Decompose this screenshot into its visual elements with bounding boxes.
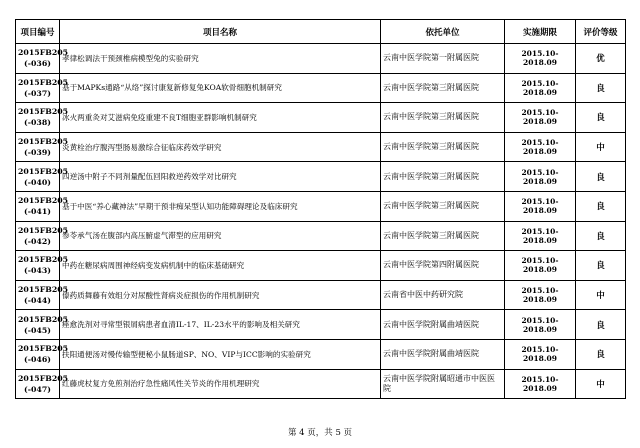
grade-cell: 良 <box>576 310 626 340</box>
table-row <box>16 221 626 251</box>
project-code-suffix: (-041) <box>24 207 51 217</box>
project-code-cell <box>16 103 69 133</box>
project-code-suffix: (-045) <box>24 325 51 335</box>
grade-cell: 良 <box>576 191 626 221</box>
project-code-cell <box>16 132 69 162</box>
table-row <box>16 44 626 74</box>
project-code-cell <box>16 73 69 103</box>
table-row <box>16 310 626 340</box>
table-body <box>16 44 626 399</box>
project-code-suffix: (-042) <box>24 236 51 246</box>
grade-cell: 中 <box>576 280 626 310</box>
period-cell: 2015.10-2018.09 <box>505 221 576 251</box>
period-cell: 2015.10-2018.09 <box>505 280 576 310</box>
header-code: 项目编号 <box>16 20 60 44</box>
project-code-cell <box>16 369 69 399</box>
period-cell: 2015.10-2018.09 <box>505 251 576 281</box>
host-unit-cell: 云南中医学院第三附属医院 <box>381 162 505 192</box>
project-name-cell: 傣药质舞藤有效组分对尿酸性肾病炎症损伤的作用机制研究 <box>60 280 381 310</box>
table-row <box>16 280 626 310</box>
grade-cell: 中 <box>576 132 626 162</box>
table-row <box>16 132 626 162</box>
period-cell: 2015.10-2018.09 <box>505 369 576 399</box>
project-code-number: 2015FB205 <box>18 225 69 235</box>
period-cell: 2015.10-2018.09 <box>505 191 576 221</box>
project-code-suffix: (-044) <box>24 296 51 306</box>
project-code-cell <box>16 280 69 310</box>
header-name: 项目名称 <box>60 20 381 44</box>
page-footer: 第 4 页，共 5 页 <box>287 428 353 438</box>
host-unit-cell: 云南中医学院第三附属医院 <box>381 191 505 221</box>
grade-cell: 良 <box>576 73 626 103</box>
project-code-cell <box>16 191 69 221</box>
project-name-cell: 四逆汤中附子不同剂量配伍回阳救逆药效学对比研究 <box>60 162 381 192</box>
table-header-row <box>16 20 626 44</box>
project-code-suffix: (-043) <box>24 266 51 276</box>
host-unit-cell: 云南省中医中药研究院 <box>381 280 505 310</box>
host-unit-cell: 云南中医学院附属曲靖医院 <box>381 339 505 369</box>
project-code-cell <box>16 162 69 192</box>
project-code-number: 2015FB205 <box>18 373 69 383</box>
project-code-number: 2015FB205 <box>18 77 69 87</box>
project-name-cell: 红藤虎杖复方免煎剂治疗急性痛风性关节炎的作用机理研究 <box>60 369 381 399</box>
grade-cell: 良 <box>576 251 626 281</box>
project-code-suffix: (-040) <box>24 177 51 187</box>
table-row <box>16 73 626 103</box>
period-cell: 2015.10-2018.09 <box>505 44 576 74</box>
grade-cell: 良 <box>576 103 626 133</box>
project-code-suffix: (-047) <box>24 384 51 394</box>
project-code-suffix: (-046) <box>24 355 51 365</box>
project-name-cell: 扶阳通便汤对慢传输型便秘小鼠肠道SP、NO、VIP与ICC影响的实验研究 <box>60 339 381 369</box>
host-unit-cell: 云南中医学院第三附属医院 <box>381 221 505 251</box>
project-code-cell <box>16 310 69 340</box>
header-period: 实施期限 <box>505 20 576 44</box>
project-name-cell: 中药在糖尿病周围神经病变发病机制中的临床基础研究 <box>60 251 381 281</box>
project-name-cell: 参苓承气汤在腹部内高压腑虚气滞型的应用研究 <box>60 221 381 251</box>
host-unit-cell: 云南中医学院附属曲靖医院 <box>381 310 505 340</box>
project-code-number: 2015FB205 <box>18 137 69 147</box>
project-code-cell <box>16 339 69 369</box>
table-row <box>16 191 626 221</box>
project-code-number: 2015FB205 <box>18 314 69 324</box>
header-grade: 评价等级 <box>576 20 626 44</box>
project-code-cell <box>16 44 69 74</box>
project-code-number: 2015FB205 <box>18 196 69 206</box>
table-row <box>16 162 626 192</box>
period-cell: 2015.10-2018.09 <box>505 339 576 369</box>
project-code-cell <box>16 251 69 281</box>
host-unit-cell: 云南中医学院第三附属医院 <box>381 103 505 133</box>
project-code-number: 2015FB205 <box>18 285 69 295</box>
project-code-number: 2015FB205 <box>18 166 69 176</box>
host-unit-cell: 云南中医学院第一附属医院 <box>381 44 505 74</box>
project-name-cell: 基于中医“养心藏神法”早期干预非痴呆型认知功能障碍理论及临床研究 <box>60 191 381 221</box>
period-cell: 2015.10-2018.09 <box>505 310 576 340</box>
project-code-number: 2015FB205 <box>18 344 69 354</box>
grade-cell: 良 <box>576 221 626 251</box>
project-name-cell: 炎黄栓治疗腹泻型肠易激综合征临床药效学研究 <box>60 132 381 162</box>
grade-cell: 中 <box>576 369 626 399</box>
project-code-number: 2015FB205 <box>18 48 69 58</box>
period-cell: 2015.10-2018.09 <box>505 132 576 162</box>
project-code-suffix: (-039) <box>24 148 51 158</box>
project-code-suffix: (-037) <box>24 88 51 98</box>
grade-cell: 优 <box>576 44 626 74</box>
header-unit: 依托单位 <box>381 20 505 44</box>
host-unit-cell: 云南中医学院第三附属医院 <box>381 73 505 103</box>
evaluation-table <box>15 19 626 399</box>
project-code-number: 2015FB205 <box>18 107 69 117</box>
host-unit-cell: 云南中医学院第三附属医院 <box>381 132 505 162</box>
project-name-cell: 孝律松调法干预颈椎病模型兔的实验研究 <box>60 44 381 74</box>
project-code-cell <box>16 221 69 251</box>
grade-cell: 良 <box>576 162 626 192</box>
table-row <box>16 369 626 399</box>
project-name-cell: 基于MAPKs通路“从络”探讨康复新修复兔KOA软骨细胞机制研究 <box>60 73 381 103</box>
host-unit-cell: 云南中医学院附属昭通市中医医院 <box>381 369 505 399</box>
host-unit-cell: 云南中医学院第四附属医院 <box>381 251 505 281</box>
table-row <box>16 251 626 281</box>
project-code-suffix: (-038) <box>24 118 51 128</box>
project-name-cell: 痤愈洗剂对寻常型银屑病患者血清IL-17、IL-23水平的影响及相关研究 <box>60 310 381 340</box>
project-name-cell: 冰火两重灸对艾滋病免疫重建不良T细胞亚群影响机制研究 <box>60 103 381 133</box>
table-row <box>16 103 626 133</box>
table-row <box>16 339 626 369</box>
project-code-number: 2015FB205 <box>18 255 69 265</box>
grade-cell: 良 <box>576 339 626 369</box>
project-code-suffix: (-036) <box>24 59 51 69</box>
period-cell: 2015.10-2018.09 <box>505 73 576 103</box>
period-cell: 2015.10-2018.09 <box>505 103 576 133</box>
period-cell: 2015.10-2018.09 <box>505 162 576 192</box>
